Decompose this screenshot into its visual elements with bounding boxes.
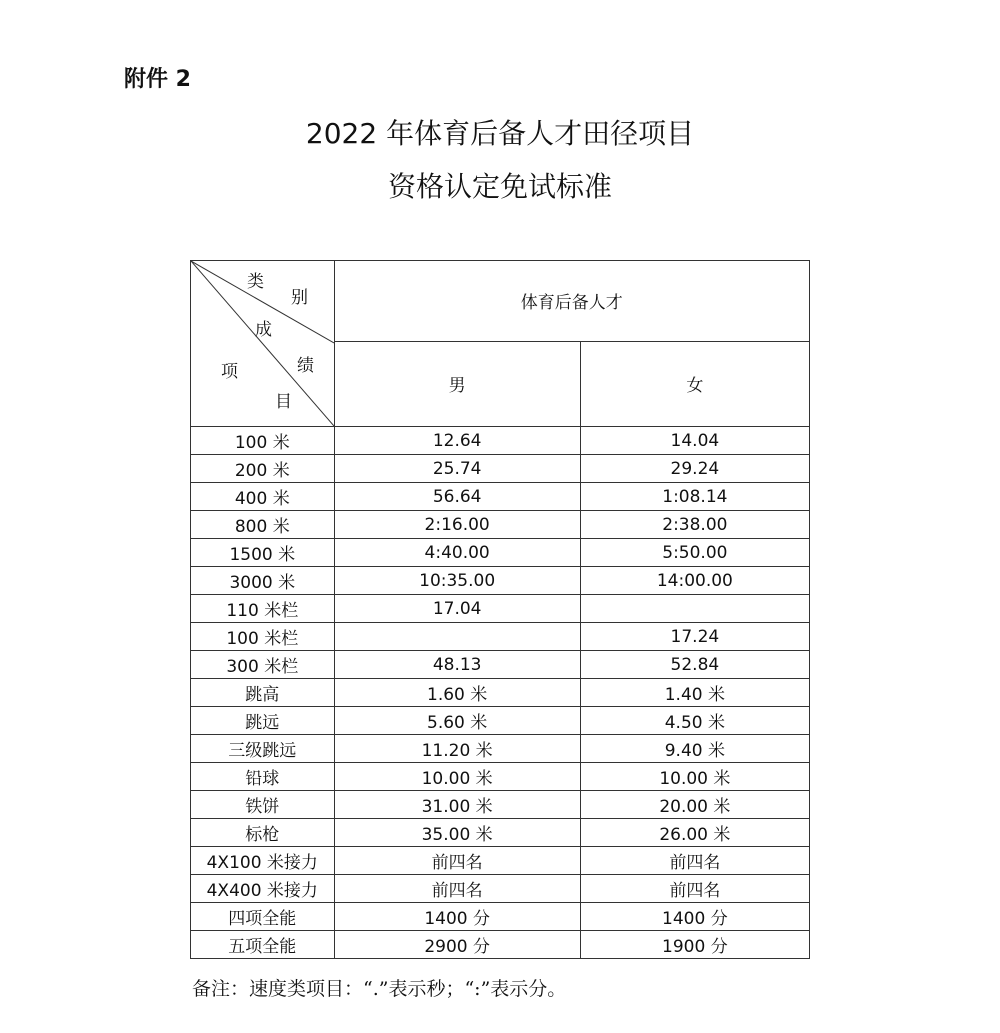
table-row	[191, 931, 810, 959]
table-row	[191, 623, 810, 651]
male-standard-cell: 10:35.00	[334, 567, 580, 595]
female-standard-cell: 52.84	[580, 651, 809, 679]
table-row	[191, 819, 810, 847]
event-cell: 110 米栏	[191, 595, 335, 623]
table-row	[191, 735, 810, 763]
table-row	[191, 679, 810, 707]
female-standard-cell: 1400 分	[580, 903, 809, 931]
table-row	[191, 875, 810, 903]
event-cell: 3000 米	[191, 567, 335, 595]
event-cell: 标枪	[191, 819, 335, 847]
female-standard-cell: 17.24	[580, 623, 809, 651]
event-cell: 铅球	[191, 763, 335, 791]
table-row	[191, 455, 810, 483]
table-row	[191, 567, 810, 595]
table-row	[191, 791, 810, 819]
diag-label-category-2: 别	[291, 288, 308, 308]
female-standard-cell: 9.40 米	[580, 735, 809, 763]
footnote: 备注：速度类项目：“.”表示秒；“:”表示分。	[192, 978, 567, 1000]
diag-label-score-1: 成	[255, 320, 272, 340]
diagonal-header-cell	[191, 261, 335, 427]
diag-label-score-2: 绩	[297, 356, 314, 376]
event-cell: 1500 米	[191, 539, 335, 567]
event-cell: 100 米栏	[191, 623, 335, 651]
female-standard-cell: 29.24	[580, 455, 809, 483]
female-header: 女	[580, 341, 809, 426]
male-standard-cell: 1.60 米	[334, 679, 580, 707]
male-standard-cell: 10.00 米	[334, 763, 580, 791]
event-cell: 三级跳远	[191, 735, 335, 763]
table-row	[191, 483, 810, 511]
table-row	[191, 903, 810, 931]
table-row	[191, 847, 810, 875]
female-standard-cell: 14:00.00	[580, 567, 809, 595]
header-row-1	[191, 261, 810, 342]
male-standard-cell: 2:16.00	[334, 511, 580, 539]
female-standard-cell: 1:08.14	[580, 483, 809, 511]
female-standard-cell: 1.40 米	[580, 679, 809, 707]
male-standard-cell: 48.13	[334, 651, 580, 679]
title-line-2: 资格认定免试标准	[387, 170, 612, 203]
event-cell: 跳远	[191, 707, 335, 735]
female-standard-cell: 1900 分	[580, 931, 809, 959]
male-standard-cell: 12.64	[334, 427, 580, 455]
event-cell: 五项全能	[191, 931, 335, 959]
event-cell: 跳高	[191, 679, 335, 707]
male-standard-cell: 31.00 米	[334, 791, 580, 819]
female-standard-cell: 14.04	[580, 427, 809, 455]
event-cell: 100 米	[191, 427, 335, 455]
female-standard-cell	[580, 595, 809, 623]
group-header: 体育后备人才	[334, 261, 809, 342]
diag-label-category-1: 类	[247, 272, 264, 292]
event-cell: 铁饼	[191, 791, 335, 819]
table-row	[191, 707, 810, 735]
diag-label-item-2: 目	[275, 392, 292, 412]
male-standard-cell: 56.64	[334, 483, 580, 511]
attachment-label: 附件 2	[124, 67, 191, 92]
female-standard-cell: 4.50 米	[580, 707, 809, 735]
male-standard-cell: 35.00 米	[334, 819, 580, 847]
female-standard-cell: 10.00 米	[580, 763, 809, 791]
male-standard-cell: 17.04	[334, 595, 580, 623]
event-cell: 300 米栏	[191, 651, 335, 679]
male-standard-cell	[334, 623, 580, 651]
male-standard-cell: 4:40.00	[334, 539, 580, 567]
event-cell: 四项全能	[191, 903, 335, 931]
table-row	[191, 539, 810, 567]
female-standard-cell: 5:50.00	[580, 539, 809, 567]
female-standard-cell: 26.00 米	[580, 819, 809, 847]
female-standard-cell: 2:38.00	[580, 511, 809, 539]
table-row	[191, 427, 810, 455]
table-row	[191, 651, 810, 679]
male-standard-cell: 11.20 米	[334, 735, 580, 763]
event-cell: 200 米	[191, 455, 335, 483]
table-row	[191, 763, 810, 791]
table-row	[191, 511, 810, 539]
male-standard-cell: 1400 分	[334, 903, 580, 931]
standards-table	[190, 260, 810, 959]
event-cell: 400 米	[191, 483, 335, 511]
male-standard-cell: 2900 分	[334, 931, 580, 959]
male-standard-cell: 25.74	[334, 455, 580, 483]
title-line-1: 2022 年体育后备人才田径项目	[305, 117, 695, 150]
female-standard-cell: 前四名	[580, 875, 809, 903]
male-standard-cell: 5.60 米	[334, 707, 580, 735]
male-standard-cell: 前四名	[334, 847, 580, 875]
female-standard-cell: 前四名	[580, 847, 809, 875]
event-cell: 4X100 米接力	[191, 847, 335, 875]
event-cell: 4X400 米接力	[191, 875, 335, 903]
male-header: 男	[334, 341, 580, 426]
diag-label-item-1: 项	[221, 362, 238, 382]
male-standard-cell: 前四名	[334, 875, 580, 903]
female-standard-cell: 20.00 米	[580, 791, 809, 819]
event-cell: 800 米	[191, 511, 335, 539]
table-row	[191, 595, 810, 623]
